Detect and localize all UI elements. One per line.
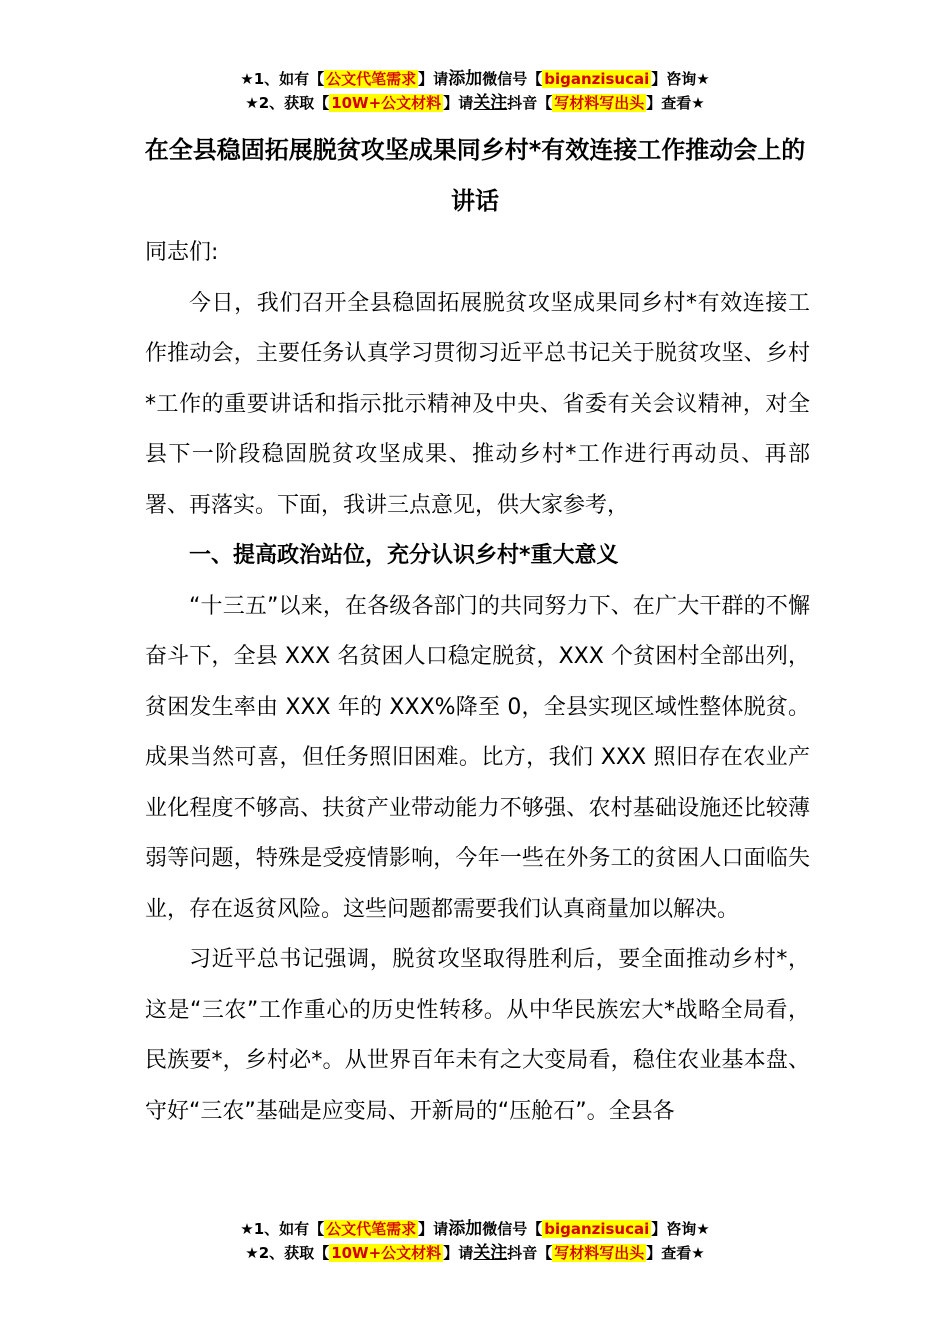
promo-emphasis: 关注 [473, 93, 508, 113]
promo-highlight: 10W+公文材料 [331, 1244, 442, 1262]
promo-emphasis: 关注 [473, 1243, 508, 1263]
promo-text: 微信号【 [482, 1220, 543, 1238]
promo-text: 】咨询★ [651, 70, 710, 88]
promo-line-1 [0, 67, 950, 91]
promo-emphasis: 添加 [448, 1219, 483, 1239]
paragraph: 习近平总书记强调，脱贫攻坚取得胜利后，要全面推动乡村*，这是“三农”工作重心的历史性转移。从中华民族宏大*战略全局看，民族要*，乡村必*。从世界百年未有之大变局看，稳住农业基本盘、守好“三农”基础是应变局、开新局的“压舱石”。全县各 [145, 947, 810, 1124]
promo-highlight: 公文代笔需求 [326, 70, 417, 88]
document-title: 在全县稳固拓展脱贫攻坚成果同乡村*有效连接工作推动会上的讲话 [144, 136, 806, 215]
promo-line-2 [0, 1241, 950, 1265]
promo-text: 】请 [418, 1220, 449, 1238]
promo-text: 抖音【 [507, 1244, 553, 1262]
promo-text: 微信号【 [482, 70, 543, 88]
document-body [145, 228, 810, 1137]
promo-text: 】请 [443, 1244, 474, 1262]
section-heading: 一、提高政治站位，充分认识乡村*重大意义 [189, 543, 619, 568]
promo-text: ★2、获取【 [245, 94, 330, 112]
promo-text: 】请 [418, 70, 449, 88]
promo-banner-bottom [0, 1217, 950, 1265]
promo-text: 抖音【 [507, 94, 553, 112]
promo-text: 】查看★ [646, 1244, 705, 1262]
salutation: 同志们: [145, 240, 219, 265]
promo-text: ★1、如有【 [240, 1220, 325, 1238]
promo-text: 】咨询★ [651, 1220, 710, 1238]
promo-text: ★1、如有【 [240, 70, 325, 88]
promo-wechat-id: biganzisucai [544, 70, 650, 88]
promo-line-1 [0, 1217, 950, 1241]
promo-emphasis: 添加 [448, 69, 483, 89]
promo-banner-top [0, 67, 950, 115]
promo-douyin-id: 写材料写出头 [554, 94, 645, 112]
promo-wechat-id: biganzisucai [544, 1220, 650, 1238]
promo-text: 】请 [443, 94, 474, 112]
paragraph: 今日，我们召开全县稳固拓展脱贫攻坚成果同乡村*有效连接工作推动会，主要任务认真学习贯彻习近平总书记关于脱贫攻坚、乡村*工作的重要讲话和指示批示精神及中央、省委有关会议精神，对全县下一阶段稳固脱贫攻坚成果、推动乡村*工作进行再动员、再部署、再落实。下面，我讲三点意见，供大家参考， [145, 290, 810, 518]
paragraph: “十三五”以来，在各级各部门的共同努力下、在广大干群的不懈奋斗下，全县 XXX 名贫困人口稳定脱贫，XXX 个贫困村全部出列，贫困发生率由 XXX 年的 XXX%降至 0，全县实现区域性整体脱贫。成果当然可喜，但任务照旧困难。比方，我们 XXX 照旧存在农业产业化程度不够高、扶贫产业带动能力不够强、农村基础设施还比较薄弱等问题，特殊是受疫情影响，今年一些在外务工的贫困人口面临失业，存在返贫风险。这些问题都需要我们认真商量加以解决。 [145, 593, 810, 922]
promo-text: 】查看★ [646, 94, 705, 112]
promo-douyin-id: 写材料写出头 [554, 1244, 645, 1262]
promo-highlight: 10W+公文材料 [331, 94, 442, 112]
promo-highlight: 公文代笔需求 [326, 1220, 417, 1238]
promo-text: ★2、获取【 [245, 1244, 330, 1262]
promo-line-2 [0, 91, 950, 115]
